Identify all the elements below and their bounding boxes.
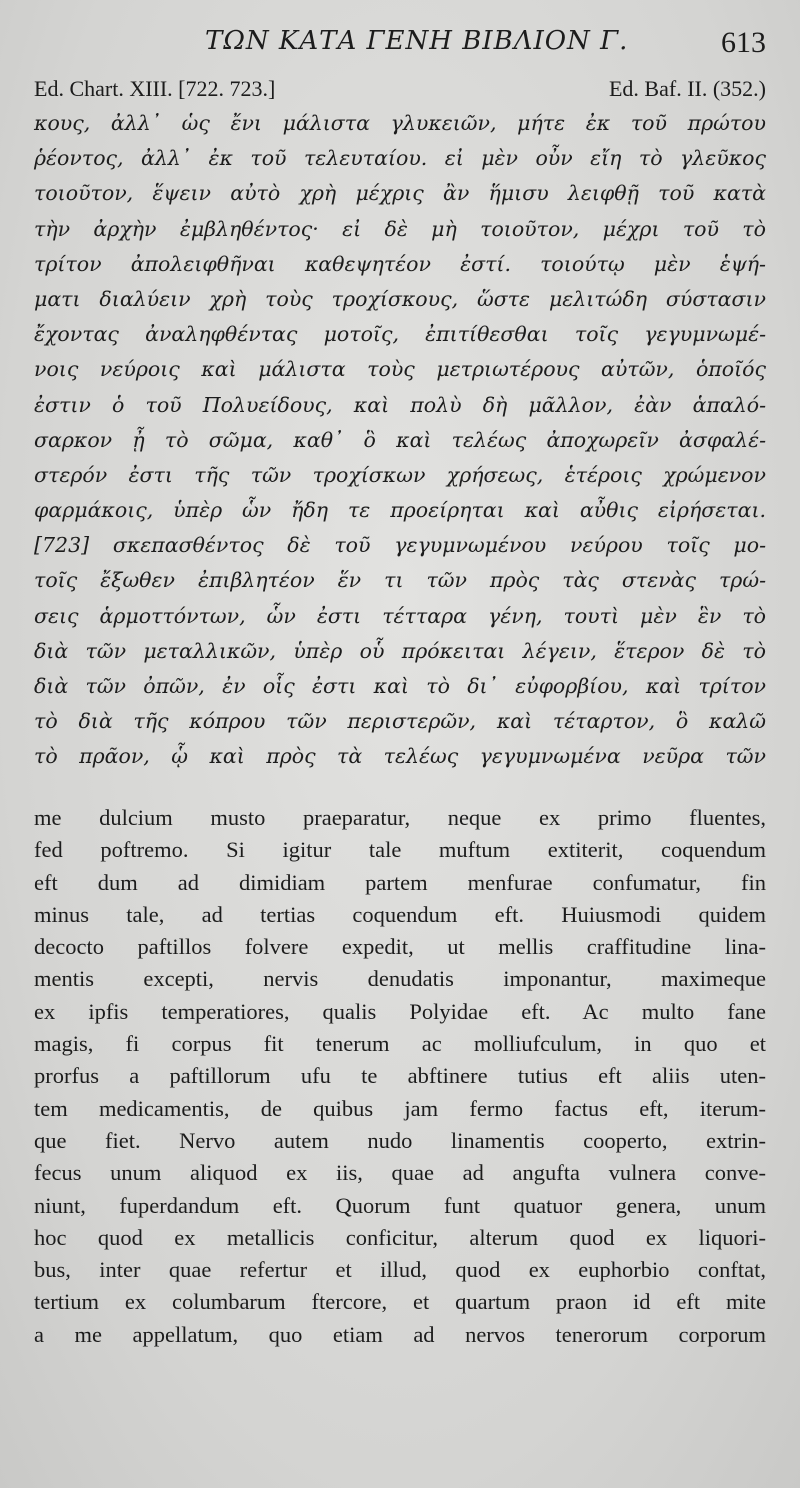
latin-line: minus tale, ad tertias coquendum eft. Huiusmodi quidem xyxy=(34,901,766,927)
page-number: 613 xyxy=(721,26,766,59)
latin-text-block xyxy=(34,802,766,1351)
greek-line: σεις ἁρμοττόντων, ὧν ἐστι τέτταρα γένη, τουτὶ μὲν ἓν τὸ xyxy=(34,603,766,628)
greek-line: διὰ τῶν ὀπῶν, ἐν οἷς ἐστι καὶ τὸ δι᾿ εὐφορβίου, καὶ τρίτον xyxy=(34,674,766,698)
greek-line: φαρμάκοις, ὑπὲρ ὧν ἤδη τε προείρηται καὶ αὖθις εἰρήσεται. xyxy=(34,498,766,523)
latin-line: hoc quod ex metallicis conficitur, alterum quod ex liquori- xyxy=(34,1224,766,1250)
greek-line: τὸ πρᾶον, ᾧ καὶ πρὸς τὰ τελέως γεγυμνωμένα νεῦρα τῶν xyxy=(34,744,766,769)
greek-line: [723] σκεπασθέντος δὲ τοῦ γεγυμνωμένου νεύρου τοῖς μο- xyxy=(34,533,766,558)
greek-text-block xyxy=(34,106,766,775)
latin-line: ex ipfis temperatiores, qualis Polyidae eft. Ac multo fane xyxy=(34,998,766,1024)
latin-line: bus, inter quae refertur et illud, quod ex euphorbio conftat, xyxy=(34,1257,766,1283)
latin-line: fecus unum aliquod ex iis, quae ad angufta vulnera conve- xyxy=(34,1160,766,1186)
latin-line: decocto paftillos folvere expedit, ut mellis craffitudine lina- xyxy=(34,934,766,960)
latin-line: me dulcium musto praeparatur, neque ex primo fluentes, xyxy=(34,805,766,830)
greek-line: τρίτον ἀπολειφθῆναι καθεψητέον ἐστί. τοιούτῳ μὲν ἑψή- xyxy=(34,251,766,276)
greek-line: ἐστιν ὁ τοῦ Πολυείδους, καὶ πολὺ δὴ μᾶλλον, ἐὰν ἁπαλό- xyxy=(34,392,766,417)
latin-line: que fiet. Nervo autem nudo linamentis cooperto, extrin- xyxy=(34,1127,766,1153)
latin-line: tertium ex columbarum ftercore, et quartum praon id eft mite xyxy=(34,1289,766,1315)
running-title: ΤΩΝ ΚΑΤΑ ΓΕΝΗ ΒΙΒΛΙΟΝ Γ. xyxy=(205,26,629,56)
edition-line xyxy=(34,76,766,106)
greek-line: τοῖς ἔξωθεν ἐπιβλητέον ἕν τι τῶν πρὸς τὰς στενὰς τρώ- xyxy=(34,568,766,593)
edition-chartier: Ed. Chart. XIII. [722. 723.] xyxy=(34,76,276,101)
latin-line: eft dum ad dimidiam partem menfurae confumatur, fin xyxy=(34,869,766,895)
latin-line: mentis excepti, nervis denudatis imponantur, maximeque xyxy=(34,966,766,992)
greek-line: διὰ τῶν μεταλλικῶν, ὑπὲρ οὗ πρόκειται λέγειν, ἕτερον δὲ τὸ xyxy=(34,638,766,663)
greek-line: σαρκον ᾖ τὸ σῶμα, καθ᾿ ὃ καὶ τελέως ἀποχωρεῖν ἀσφαλέ- xyxy=(34,427,766,452)
latin-line: tem medicamentis, de quibus jam fermo factus eft, iterum- xyxy=(34,1095,766,1121)
greek-line: νοις νεύροις καὶ μάλιστα τοὺς μετριωτέρους αὐτῶν, ὁποῖός xyxy=(34,357,766,382)
edition-basel: Ed. Baf. II. (352.) xyxy=(608,76,766,101)
latin-line: magis, fi corpus fit tenerum ac molliufculum, in quo et xyxy=(34,1031,766,1057)
latin-line: prorfus a paftillorum ufu te abftinere tutius eft aliis uten- xyxy=(34,1063,766,1089)
latin-line: a me appellatum, quo etiam ad nervos tenerorum corporum xyxy=(34,1321,766,1347)
latin-line: niunt, fuperdandum eft. Quorum funt quatuor genera, unum xyxy=(34,1192,766,1218)
greek-line: στερόν ἐστι τῆς τῶν τροχίσκων χρήσεως, ἑτέροις χρώμενον xyxy=(34,462,766,487)
greek-line: ματι διαλύειν χρὴ τοὺς τροχίσκους, ὥστε μελιτώδη σύστασιν xyxy=(34,286,766,311)
greek-line: τὸ διὰ τῆς κόπρου τῶν περιστερῶν, καὶ τέταρτον, ὃ καλῶ xyxy=(34,709,766,734)
greek-line: τὴν ἀρχὴν ἐμβληθέντος· εἰ δὲ μὴ τοιοῦτον, μέχρι τοῦ τὸ xyxy=(34,216,766,241)
greek-line: τοιοῦτον, ἕψειν αὐτὸ χρὴ μέχρις ἂν ἥμισυ λειφθῇ τοῦ κατὰ xyxy=(34,181,766,206)
greek-line: ἔχοντας ἀναληφθέντας μοτοῖς, ἐπιτίθεσθαι τοῖς γεγυμνωμέ- xyxy=(34,322,766,347)
greek-line: ῥέοντος, ἀλλ᾿ ἐκ τοῦ τελευταίου. εἰ μὲν οὖν εἴη τὸ γλεῦκος xyxy=(34,146,766,171)
running-head xyxy=(0,26,800,66)
greek-line: κους, ἀλλ᾿ ὡς ἔνι μάλιστα γλυκειῶν, μήτε ἐκ τοῦ πρώτου xyxy=(34,111,766,135)
latin-line: fed poftremo. Si igitur tale muftum extiterit, coquendum xyxy=(34,837,766,863)
